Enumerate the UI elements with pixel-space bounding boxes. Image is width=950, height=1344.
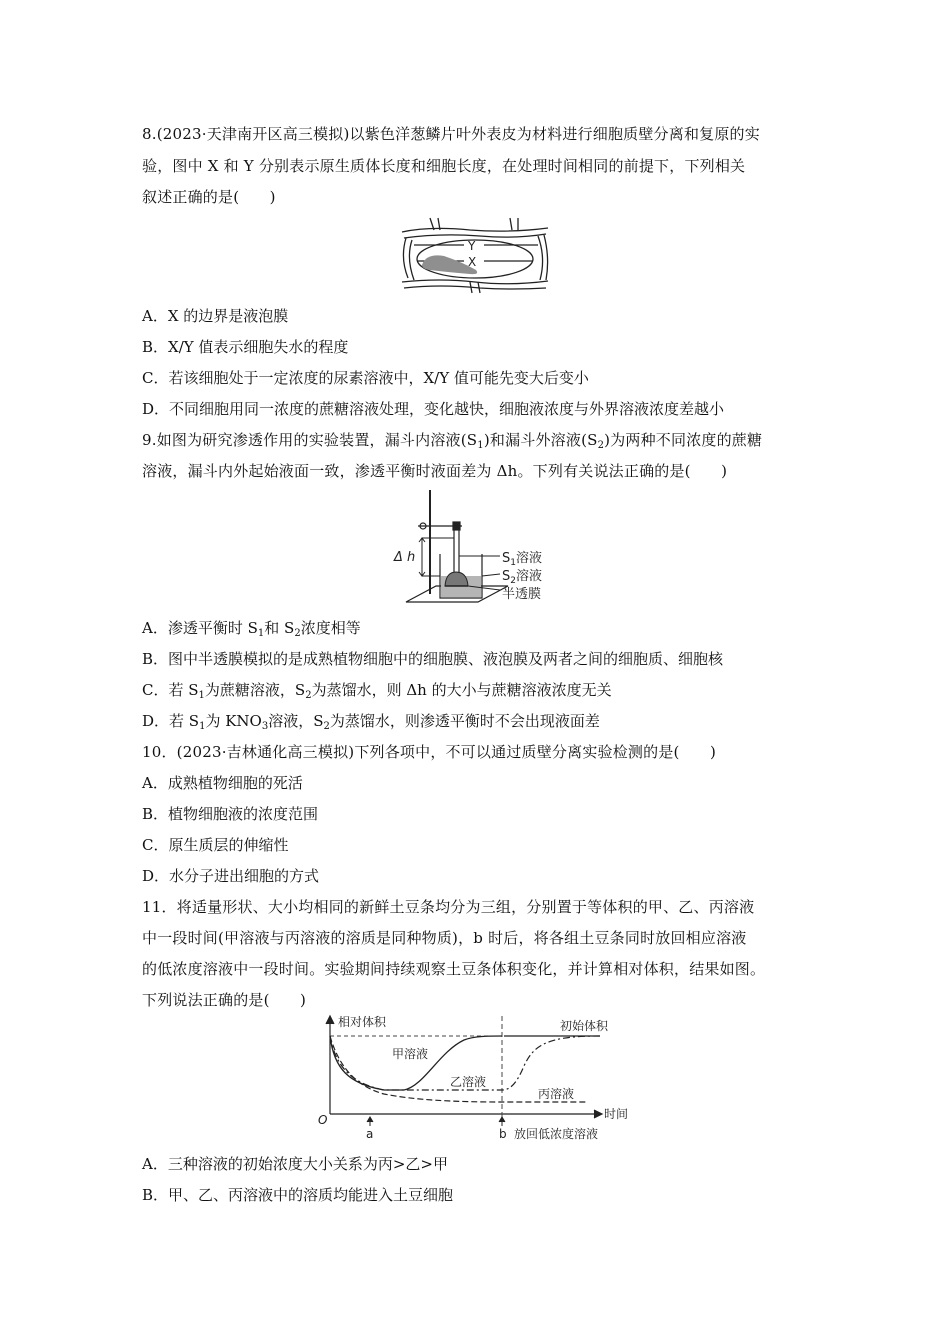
q11-stem-line3: 的低浓度溶液中一段时间。实验期间持续观察土豆条体积变化，并计算相对体积，结果如图。 bbox=[142, 960, 766, 978]
q11-volume-chart bbox=[314, 1014, 634, 1140]
q9-stem-line1: 9.如图为研究渗透作用的实验装置，漏斗内溶液$(S_1)$和漏斗外溶液$(S_2)$为两种不同浓度的蔗糖 bbox=[142, 431, 763, 451]
q9-s1-label: $S_1$溶液 bbox=[502, 551, 543, 568]
q11-option-b: B．甲、乙、丙溶液中的溶质均能进入土豆细胞 bbox=[142, 1186, 454, 1204]
q11-stem-line2: 中一段时间(甲溶液与丙溶液的溶质是同种物质)，b 时后，将各组土豆条同时放回相应溶液 bbox=[142, 929, 747, 947]
q11-stem-line4: 下列说法正确的是( ) bbox=[142, 991, 307, 1009]
q8-label-x: X bbox=[468, 255, 477, 269]
chart-ylabel: 相对体积 bbox=[338, 1015, 387, 1029]
series-bing-label: 丙溶液 bbox=[538, 1087, 575, 1101]
q8-stem-line3: 叙述正确的是( ) bbox=[142, 188, 276, 206]
q10-option-d: D．水分子进出细胞的方式 bbox=[142, 867, 320, 885]
q9-option-c: C．若 $S_1$为蔗糖溶液，$S_2$为蒸馏水，则 Δh 的大小与蔗糖溶液浓度无关 bbox=[142, 681, 612, 701]
q10-option-a: A．成熟植物细胞的死活 bbox=[142, 774, 303, 792]
series-yi-label: 乙溶液 bbox=[450, 1075, 487, 1089]
chart-xlabel: 时间 bbox=[604, 1107, 629, 1121]
q9-stem-line2: 溶液，漏斗内外起始液面一致，渗透平衡时液面差为 Δh。下列有关说法正确的是( ) bbox=[142, 462, 728, 480]
q9-option-d: D．若 $S_1$为 $KNO_3$溶液，$S_2$为蒸馏水，则渗透平衡时不会出现液面差 bbox=[142, 712, 600, 732]
q8-option-a: A．X 的边界是液泡膜 bbox=[142, 307, 289, 325]
q10-option-b: B．植物细胞液的浓度范围 bbox=[142, 805, 319, 823]
q8-option-d: D．不同细胞用同一浓度的蔗糖溶液处理，变化越快，细胞液浓度与外界溶液浓度差越小 bbox=[142, 400, 725, 418]
q9-s2-label: $S_2$溶液 bbox=[502, 569, 543, 586]
q11-stem-line1: 11．将适量形状、大小均相同的新鲜土豆条均分为三组，分别置于等体积的甲、乙、丙溶液 bbox=[142, 898, 755, 916]
q8-stem-line1: 8.(2023·天津南开区高三模拟)以紫色洋葱鳞片叶外表皮为材料进行细胞质壁分离和复原的实 bbox=[142, 125, 760, 143]
chart-marker-b-note: 放回低浓度溶液 bbox=[514, 1127, 599, 1141]
chart-marker-a: a bbox=[366, 1127, 374, 1141]
q9-option-b: B．图中半透膜模拟的是成熟植物细胞中的细胞膜、液泡膜及两者之间的细胞质、细胞核 bbox=[142, 650, 724, 668]
q9-option-a: A．渗透平衡时 $S_1$和 $S_2$浓度相等 bbox=[142, 619, 361, 639]
q10-option-c: C．原生质层的伸缩性 bbox=[142, 836, 289, 854]
q8-option-c: C．若该细胞处于一定浓度的尿素溶液中，X/Y 值可能先变大后变小 bbox=[142, 369, 589, 387]
q11-option-a: A．三种溶液的初始浓度大小关系为丙>乙>甲 bbox=[142, 1155, 448, 1173]
q10-stem: 10．(2023·吉林通化高三模拟)下列各项中，不可以通过质壁分离实验检测的是( ) bbox=[142, 743, 717, 761]
q9-membrane-label: 半透膜 bbox=[502, 587, 542, 602]
series-jia-label: 甲溶液 bbox=[392, 1047, 429, 1061]
q8-cell-figure bbox=[400, 218, 550, 294]
q9-delta-h-label: Δ h bbox=[394, 550, 416, 565]
chart-origin: O bbox=[318, 1113, 328, 1127]
q8-label-y: Y bbox=[468, 239, 476, 253]
q8-option-b: B．X/Y 值表示细胞失水的程度 bbox=[142, 338, 349, 356]
q9-osmosis-figure bbox=[392, 490, 572, 608]
chart-baseline-label: 初始体积 bbox=[560, 1019, 609, 1033]
chart-marker-b: b bbox=[499, 1127, 507, 1141]
q8-stem-line2: 验，图中 X 和 Y 分别表示原生质体长度和细胞长度，在处理时间相同的前提下，下列相关 bbox=[142, 157, 746, 175]
